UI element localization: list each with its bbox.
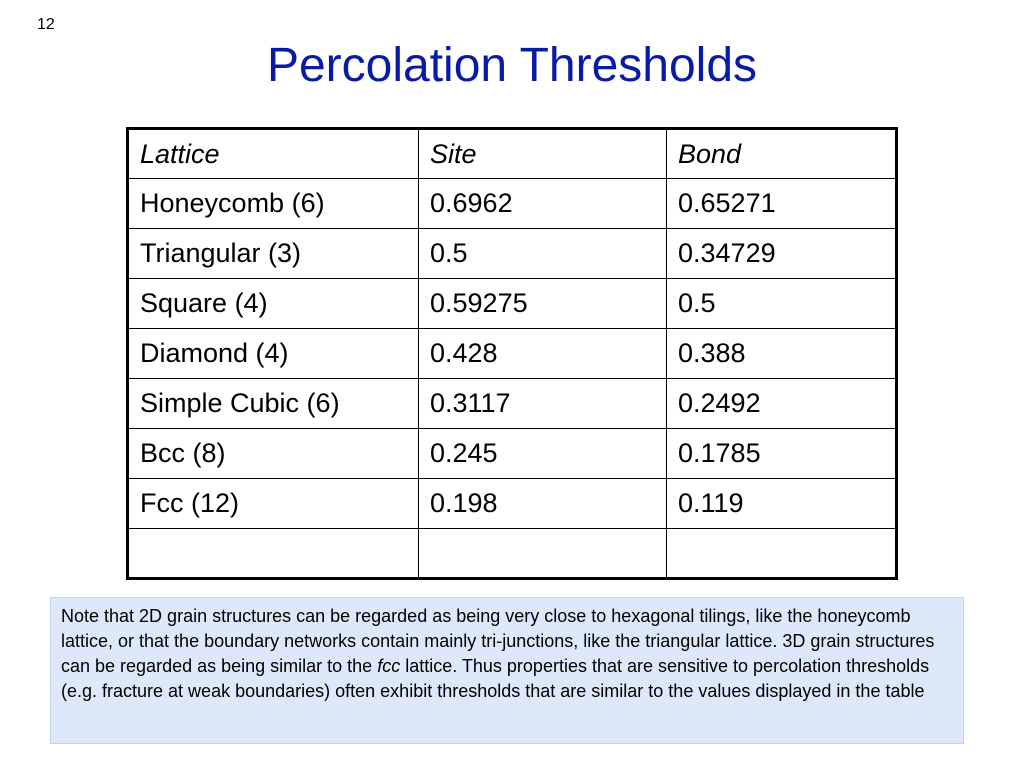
header-bond: Bond (667, 129, 897, 179)
table-header-row (128, 129, 897, 179)
table-row-empty (128, 529, 897, 579)
cell-bond: 0.2492 (667, 379, 897, 429)
table-row (128, 279, 897, 329)
note-text-after: lattice. Thus properties that are sensitive to percolation thresholds (e.g. fracture at weak boundaries) often exhibit thresholds that are similar to the values displayed in the table (61, 656, 930, 701)
slide-number: 12 (37, 16, 55, 33)
cell-bond: 0.65271 (667, 179, 897, 229)
cell-lattice: Fcc (12) (128, 479, 419, 529)
note-box (50, 597, 964, 744)
cell-bond: 0.388 (667, 329, 897, 379)
cell-bond: 0.5 (667, 279, 897, 329)
table-row (128, 329, 897, 379)
cell-site: 0.198 (419, 479, 667, 529)
cell-lattice: Diamond (4) (128, 329, 419, 379)
table-row (128, 479, 897, 529)
header-site: Site (419, 129, 667, 179)
note-text-before: Note that 2D grain structures can be regarded as being very close to hexagonal tilings, like the honeycomb lattice, or that the boundary networks contain mainly tri-junctions, like the triangular lattice. 3D grain structures can be regarded as being similar to the (61, 606, 935, 676)
cell-lattice (128, 529, 419, 579)
percolation-table (126, 127, 898, 580)
cell-lattice: Honeycomb (6) (128, 179, 419, 229)
cell-lattice: Square (4) (128, 279, 419, 329)
cell-bond: 0.34729 (667, 229, 897, 279)
cell-site: 0.245 (419, 429, 667, 479)
cell-bond (667, 529, 897, 579)
cell-site: 0.5 (419, 229, 667, 279)
cell-lattice: Triangular (3) (128, 229, 419, 279)
cell-site: 0.59275 (419, 279, 667, 329)
cell-site (419, 529, 667, 579)
slide-title: Percolation Thresholds (266, 39, 758, 92)
table-row (128, 179, 897, 229)
table-row (128, 379, 897, 429)
cell-site: 0.428 (419, 329, 667, 379)
cell-lattice: Simple Cubic (6) (128, 379, 419, 429)
table-row (128, 229, 897, 279)
header-lattice: Lattice (128, 129, 419, 179)
cell-bond: 0.119 (667, 479, 897, 529)
note-emphasis: fcc (377, 656, 401, 676)
cell-site: 0.3117 (419, 379, 667, 429)
cell-bond: 0.1785 (667, 429, 897, 479)
table-row (128, 429, 897, 479)
cell-lattice: Bcc (8) (128, 429, 419, 479)
cell-site: 0.6962 (419, 179, 667, 229)
